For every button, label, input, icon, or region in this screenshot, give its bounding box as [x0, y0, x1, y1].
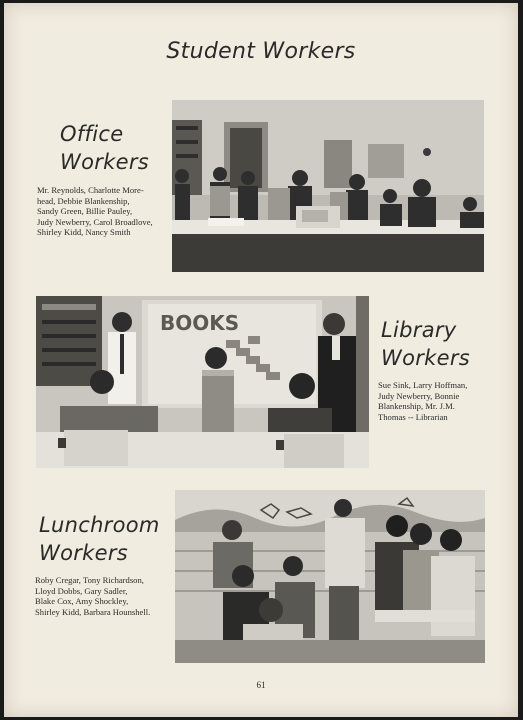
caption-line: Judy Newberry, Bonnie — [378, 390, 460, 401]
books-sign-text: BOOKS — [160, 311, 240, 335]
caption-line: Sandy Green, Billie Pauley, — [37, 206, 133, 217]
lunchroom-title — [39, 511, 160, 567]
office-title-line2: Workers — [60, 150, 150, 174]
caption-line: Thomas -- Librarian — [378, 411, 448, 422]
office-title — [60, 120, 149, 176]
lunchroom-workers-photo — [175, 490, 485, 663]
caption-line: Roby Cregar, Tony Richardson, — [35, 575, 144, 585]
library-title — [381, 316, 470, 372]
lunchroom-title-line1: Lunchroom — [39, 513, 160, 537]
caption-line: Shirley Kidd, Nancy Smith — [37, 227, 131, 238]
library-workers-photo — [36, 296, 369, 468]
library-photo-image — [36, 296, 369, 468]
caption-line: Mr. Reynolds, Charlotte More- — [37, 185, 144, 195]
library-caption — [378, 380, 508, 422]
lunchroom-caption — [35, 575, 175, 617]
page-number: 61 — [256, 680, 266, 690]
library-title-line2: Workers — [381, 346, 471, 370]
caption-line: Blake Cox, Amy Shockley, — [35, 596, 129, 607]
caption-line: Lloyd Dobbs, Gary Sadler, — [35, 585, 128, 596]
office-photo-image — [172, 100, 484, 272]
office-workers-photo — [172, 100, 484, 272]
caption-line: Blankenship, Mr. J.M. — [378, 401, 455, 412]
caption-line: Sue Sink, Larry Hoffman, — [378, 380, 468, 390]
library-title-line1: Library — [381, 318, 457, 342]
office-title-line1: Office — [60, 122, 124, 146]
lunchroom-photo-image — [175, 490, 485, 663]
caption-line: Judy Newberry, Carol Broadlove, — [37, 216, 153, 227]
caption-line: head, Debbie Blankenship, — [37, 195, 130, 206]
lunchroom-title-line2: Workers — [39, 541, 129, 565]
office-caption — [37, 185, 175, 238]
caption-line: Shirley Kidd, Barbara Hounshell. — [35, 606, 151, 617]
page-title: Student Workers — [166, 39, 356, 64]
yearbook-page — [4, 3, 518, 717]
